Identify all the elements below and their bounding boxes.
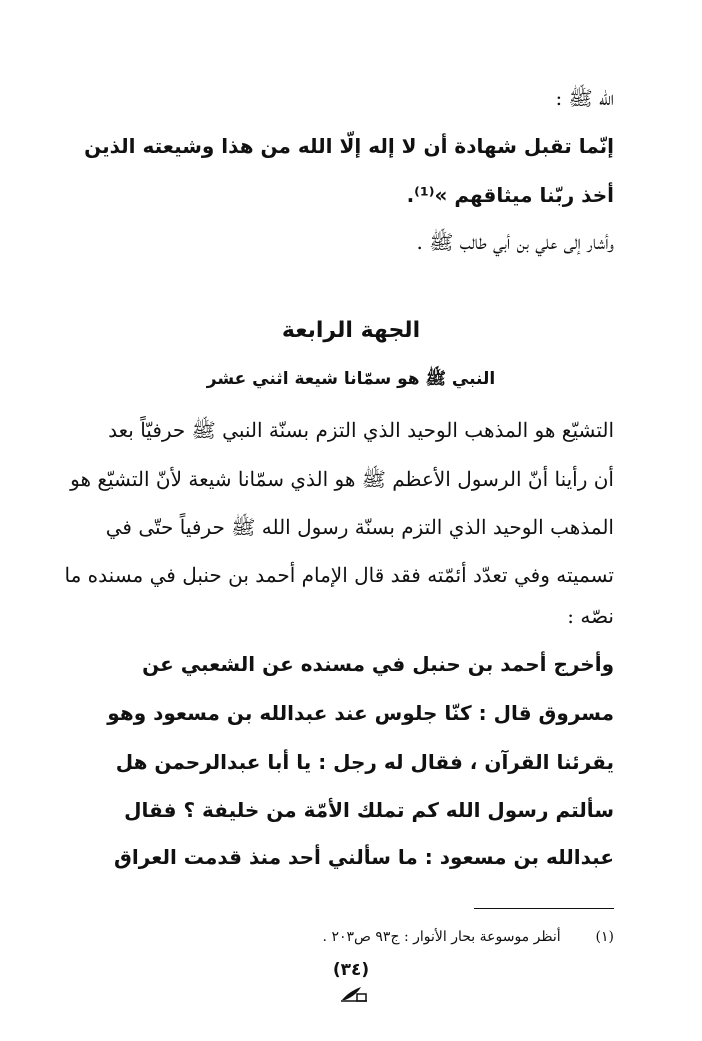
paragraph-line-1: التشيّع هو المذهب الوحيد الذي التزم بسنّة النبي ﷺ حرفيّاً بعد [108,418,614,442]
footnote [323,929,614,945]
footnote-divider [474,908,614,909]
section-subheading: النبي ﷺ هو سمّانا شيعة اثني عشر [206,369,496,389]
text-line-2: إنّما تقبل شهادة أن لا إله إلّا الله من هذا وشيعته الذين [84,134,614,158]
section-heading: الجهة الرابعة [281,318,421,343]
quote-line-3: يقرئنا القرآن ، فقال له رجل : يا أبا عبدالرحمن هل [115,750,614,774]
footnote-text: أنظر موسوعة بحار الأنوار : ج٩٣ ص٢٠٣ . [322,929,561,945]
footnote-number: (١) [595,929,614,945]
paragraph-line-3: المذهب الوحيد الذي التزم بسنّة رسول الله ﷺ حرفياً حتّى في [105,515,614,539]
quote-line-1: وأخرج أحمد بن حنبل في مسنده عن الشعبي عن [142,652,614,676]
paragraph-line-5: نصّه : [567,604,614,628]
text-line-4: وأشار إلى علي بن أبي طالب ﷺ . [416,230,614,254]
quote-line-5: عبدالله بن مسعود : ما سألني أحد منذ قدمت العراق [114,845,614,869]
quote-line-2: مسروق قال : كنّا جلوس عند عبدالله بن مسعود وهو [107,701,614,725]
quote-line-4: سألتم رسول الله كم تملك الأمّة من خليفة ؟ فقال [124,798,614,822]
text-line-1: الله ﷺ : [555,86,614,110]
paragraph-line-2: أن رأينا أنّ الرسول الأعظم ﷺ هو الذي سمّانا شيعة لأنّ التشيّع هو [70,467,614,491]
pen-quill-icon [339,985,369,1007]
text-line-3: أخذ ربّنا ميثاقهم »⁽¹⁾. [406,183,614,207]
paragraph-line-4: تسميته وفي تعدّد أئمّته فقد قال الإمام أحمد بن حنبل في مسنده ما [64,563,614,587]
page-number: (٣٤) [332,960,370,980]
